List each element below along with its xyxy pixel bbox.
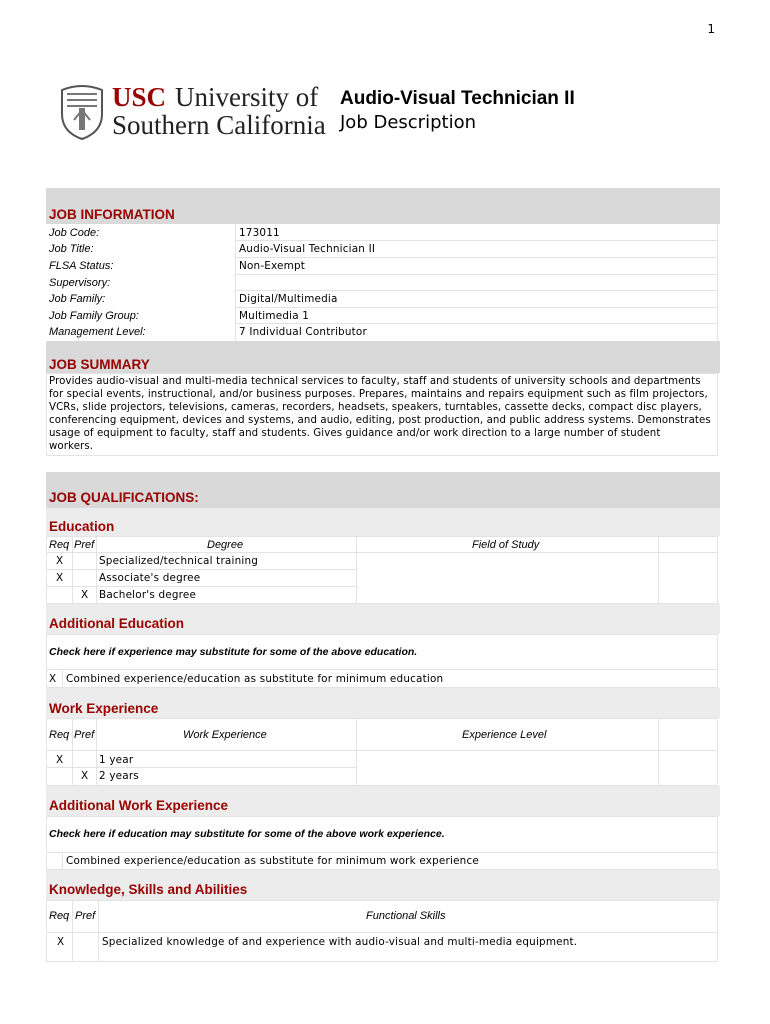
additional-education-checkbox[interactable]: X bbox=[49, 673, 57, 685]
job-qualifications-heading: JOB QUALIFICATIONS: bbox=[49, 490, 199, 505]
document-subtitle: Job Description bbox=[340, 112, 476, 133]
additional-education-heading: Additional Education bbox=[49, 616, 184, 631]
education-row-degree: Bachelor's degree bbox=[99, 589, 197, 601]
summary-line: conferencing equipment, devices and systems, and audio, editing, post production, and public address systems. Demonstrates bbox=[49, 414, 711, 426]
job-summary-text bbox=[49, 376, 711, 453]
education-row-pref: X bbox=[81, 589, 89, 601]
summary-line: usage of equipment to faculty, staff and students. Gives guidance and/or work direction to a large number of student bbox=[49, 427, 661, 439]
management-level-value: 7 Individual Contributor bbox=[239, 326, 367, 338]
work-experience-table bbox=[46, 718, 718, 786]
job-family-value: Digital/Multimedia bbox=[239, 293, 338, 305]
job-family-group-label: Job Family Group: bbox=[49, 310, 139, 322]
ksa-col-pref: Pref bbox=[75, 910, 96, 922]
education-heading: Education bbox=[49, 519, 115, 534]
education-col-pref: Pref bbox=[74, 539, 95, 551]
additional-education-check-text: Check here if experience may substitute for some of the above education. bbox=[49, 646, 418, 658]
education-row-req: X bbox=[56, 572, 64, 584]
additional-education-item: Combined experience/education as substitute for minimum education bbox=[66, 673, 444, 685]
ksa-col-skills: Functional Skills bbox=[366, 910, 446, 922]
work-experience-heading: Work Experience bbox=[49, 701, 159, 716]
additional-work-item: Combined experience/education as substitute for minimum work experience bbox=[66, 855, 479, 867]
page-number: 1 bbox=[707, 22, 715, 36]
education-col-degree: Degree bbox=[207, 539, 244, 551]
ksa-row-req: X bbox=[57, 936, 65, 948]
summary-line: Provides audio-visual and multi-media technical services to faculty, staff and students of university schools and departments bbox=[49, 376, 701, 387]
work-row-req: X bbox=[56, 754, 64, 766]
education-band bbox=[46, 508, 720, 536]
work-row-pref: X bbox=[81, 770, 89, 782]
education-row-degree: Specialized/technical training bbox=[99, 555, 259, 567]
flsa-status-value: Non-Exempt bbox=[239, 260, 306, 272]
job-title-value: Audio-Visual Technician II bbox=[239, 243, 376, 255]
ksa-col-req: Req bbox=[49, 910, 70, 922]
education-row-req: X bbox=[56, 555, 64, 567]
summary-line: for special events, instructional, and/or business purposes. Prepares, maintains and repairs equipment such as film projectors, bbox=[49, 388, 708, 400]
job-information-heading: JOB INFORMATION bbox=[49, 207, 175, 222]
job-code-value: 173011 bbox=[239, 227, 280, 239]
summary-line: workers. bbox=[49, 440, 94, 452]
usc-seal-icon bbox=[58, 84, 106, 140]
logo-university-text: University of bbox=[175, 82, 319, 112]
document-title: Audio-Visual Technician II bbox=[340, 88, 575, 109]
work-row-text: 1 year bbox=[99, 754, 134, 766]
work-col-req: Req bbox=[49, 729, 70, 741]
work-col-pref: Pref bbox=[74, 729, 95, 741]
education-col-field: Field of Study bbox=[472, 539, 540, 551]
work-col-experience: Work Experience bbox=[183, 729, 267, 741]
work-col-level: Experience Level bbox=[462, 729, 547, 741]
job-family-label: Job Family: bbox=[49, 293, 106, 305]
job-title-label: Job Title: bbox=[49, 243, 94, 255]
additional-work-check-text: Check here if education may substitute for some of the above work experience. bbox=[49, 828, 445, 840]
ksa-heading: Knowledge, Skills and Abilities bbox=[49, 882, 248, 897]
supervisory-label: Supervisory: bbox=[49, 277, 111, 289]
ksa-row-text: Specialized knowledge of and experience with audio-visual and multi-media equipment. bbox=[102, 936, 578, 948]
education-col-req: Req bbox=[49, 539, 70, 551]
additional-work-experience-heading: Additional Work Experience bbox=[49, 798, 229, 813]
education-row-degree: Associate's degree bbox=[99, 572, 201, 584]
work-row-text: 2 years bbox=[99, 770, 139, 782]
job-family-group-value: Multimedia 1 bbox=[239, 310, 310, 322]
job-code-label: Job Code: bbox=[49, 227, 100, 239]
job-summary-heading: JOB SUMMARY bbox=[49, 357, 150, 372]
logo-southern-california-text: Southern California bbox=[112, 110, 326, 140]
summary-line: VCRs, slide projectors, televisions, cameras, recorders, headsets, speakers, turntables, cassette decks, compact disc players, bbox=[49, 401, 702, 413]
management-level-label: Management Level: bbox=[49, 326, 146, 338]
logo-usc-text: USC bbox=[112, 82, 167, 112]
flsa-status-label: FLSA Status: bbox=[49, 260, 114, 272]
